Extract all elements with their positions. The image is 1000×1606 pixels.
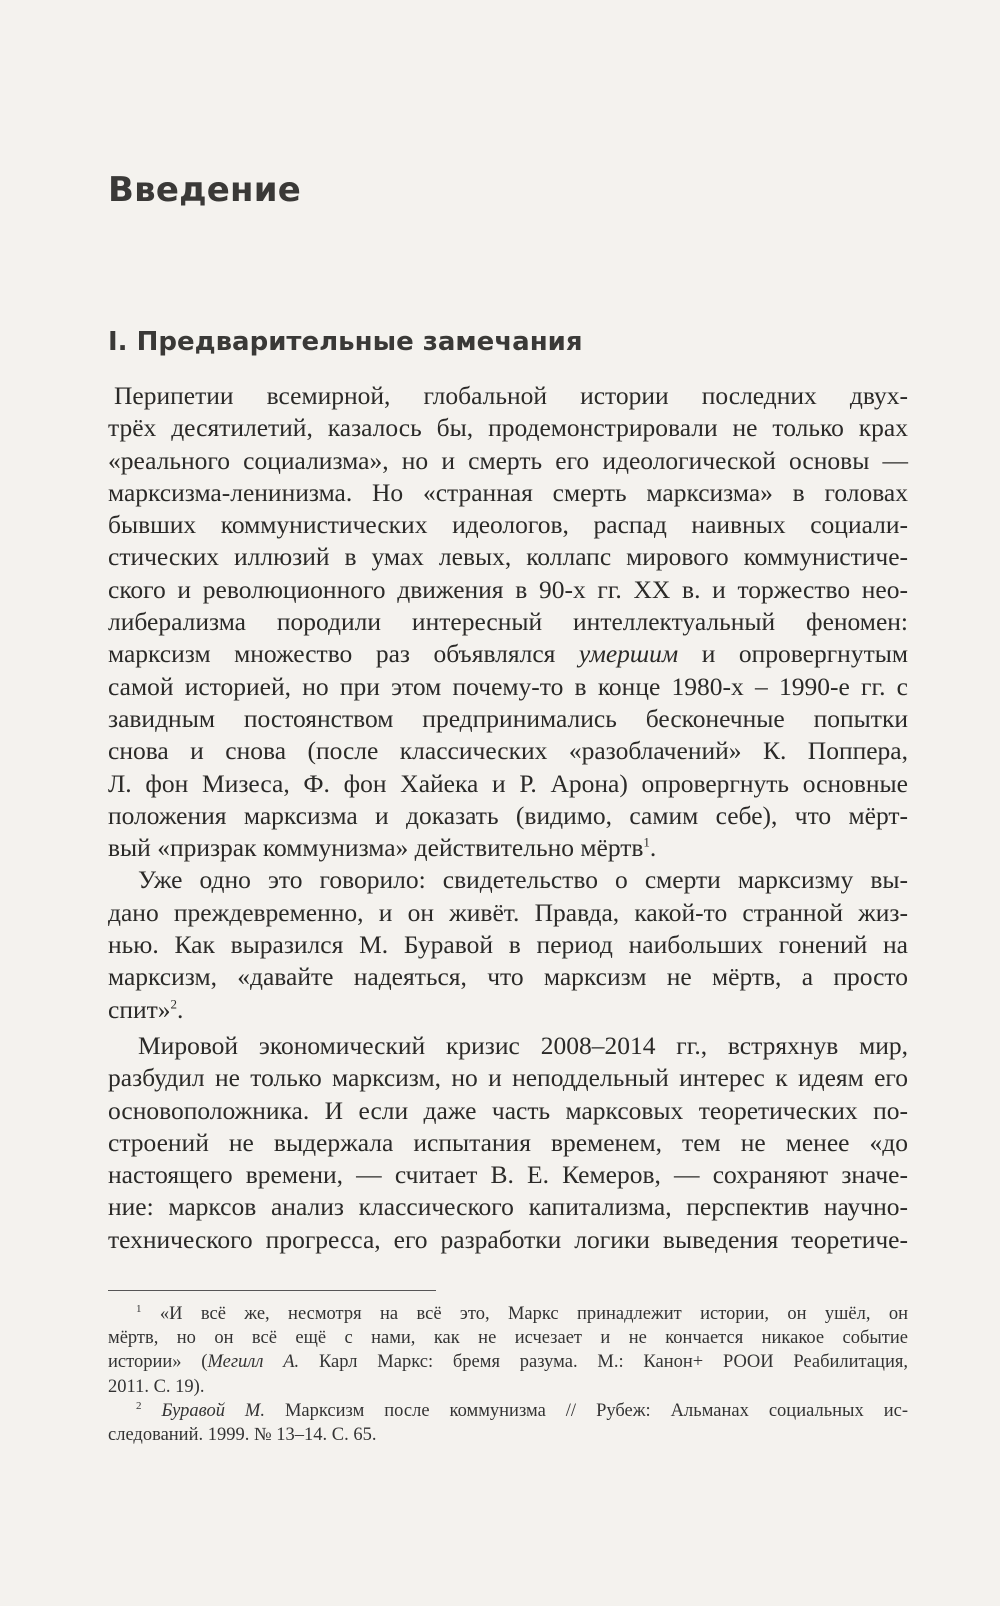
text-segment: Марксизм после коммунизма // Рубеж: Альманах социальных ис- xyxy=(264,1400,908,1421)
footnote-line: следований. 1999. № 13–14. С. 65. xyxy=(108,1424,377,1445)
text-segment: спит» xyxy=(108,994,171,1024)
text-line: Перипетии всемирной, глобальной истории последних двух- xyxy=(114,381,908,410)
text-segment: «И всё же, несмотря на всё это, Маркс принадлежит истории, он ушёл, он xyxy=(159,1304,909,1324)
paragraph-2 xyxy=(108,864,908,1025)
text-segment: истории» ( xyxy=(108,1352,208,1373)
text-line: настоящего времени, — считает В. Е. Кемеров, — сохраняют значе- xyxy=(108,1160,908,1190)
text-line: строений не выдержала испытания временем, тем не менее «до xyxy=(108,1127,908,1157)
text-line: марксизма-ленинизма. Но «странная смерть марксизма» в головах xyxy=(108,477,908,507)
text-line: Уже одно это говорило: свидетельство о смерти марксизму вы- xyxy=(138,865,908,895)
text-line: снова и снова (после классических «разоблачений» К. Поппера, xyxy=(108,736,908,766)
footnote-line xyxy=(108,1350,908,1374)
text-line: дано преждевременно, и он живёт. Правда, какой-то странной жиз- xyxy=(108,897,908,927)
footnotes xyxy=(108,1302,908,1447)
footnote-marker: 2 xyxy=(136,1399,142,1412)
italic-text: умершим xyxy=(578,639,679,669)
text-line: вый «призрак коммунизма» действительно мёртв$^1$. xyxy=(108,833,657,863)
italic-text: Мегилл А. xyxy=(207,1352,300,1373)
footnote-line xyxy=(108,1302,908,1326)
text-segment: вый «призрак коммунизма» действительно мёртв xyxy=(108,833,644,863)
italic-text: Буравой М. xyxy=(161,1400,265,1421)
text-line: самой историей, но при этом почему-то в конце 1980-х – 1990-е гг. с xyxy=(108,671,908,701)
footnote-marker: 1 xyxy=(136,1302,142,1315)
text-line: ние: марксов анализ классического капитализма, перспектив научно- xyxy=(108,1192,908,1222)
chapter-title: Введение xyxy=(108,170,301,210)
footnote-ref[interactable]: 2 xyxy=(170,996,178,1012)
footnote-divider xyxy=(108,1290,436,1291)
text-line: завидным постоянством предпринимались бесконечные попытки xyxy=(108,703,908,733)
section-title: I. Предварительные замечания xyxy=(108,327,583,357)
footnote-line: мёртв, но он всё ещё с нами, как не исчезает и не кончается никакое событие xyxy=(108,1328,908,1349)
footnote-ref[interactable]: 1 xyxy=(643,834,650,850)
text-segment: и опровергнутым xyxy=(678,639,908,669)
text-line: Мировой экономический кризис 2008–2014 гг., встряхнув мир, xyxy=(138,1030,908,1060)
text-line: трёх десятилетий, казалось бы, продемонстрировали не только крах xyxy=(108,413,908,443)
text-line: стических иллюзий в умах левых, коллапс мирового коммунистиче- xyxy=(108,542,908,572)
body-text xyxy=(108,380,908,1256)
text-line: основоположника. И если даже часть марксовых теоретических по- xyxy=(108,1095,908,1125)
text-segment: марксизм множество раз объявлялся xyxy=(108,639,579,669)
text-line: спит»$^2$. xyxy=(108,994,184,1024)
text-line: разбудил не только марксизм, но и неподдельный интерес к идеям его xyxy=(108,1063,908,1093)
footnote-line xyxy=(108,1399,908,1423)
text-segment: Карл Маркс: бремя разума. М.: Канон+ РООИ Реабилитация, xyxy=(299,1352,908,1373)
text-line: положения марксизма и доказать (видимо, самим себе), что мёрт- xyxy=(108,800,908,830)
text-line xyxy=(108,638,908,670)
paragraph-3 xyxy=(108,1030,908,1256)
text-line: бывших коммунистических идеологов, распад наивных социали- xyxy=(108,510,908,540)
text-line: «реального социализма», но и смерть его идеологической основы — xyxy=(108,445,908,475)
text-line: Л. фон Мизеса, Ф. фон Хайека и Р. Арона) опровергнуть основные xyxy=(108,768,908,798)
footnote-1 xyxy=(108,1302,908,1399)
paragraph-1 xyxy=(108,380,908,864)
text-line: нью. Как выразился М. Буравой в период наибольших гонений на xyxy=(108,930,908,960)
text-line: ского и революционного движения в 90-х гг. XX в. и торжество нео- xyxy=(108,574,908,604)
text-line: технического прогресса, его разработки логики выведения теоретиче- xyxy=(108,1224,908,1254)
text-line: марксизм, «давайте надеяться, что марксизм не мёртв, а просто xyxy=(108,962,908,992)
footnote-2 xyxy=(108,1399,908,1447)
text-line: либерализма породили интересный интеллектуальный феномен: xyxy=(108,607,908,637)
footnote-line: 2011. С. 19). xyxy=(108,1376,205,1397)
